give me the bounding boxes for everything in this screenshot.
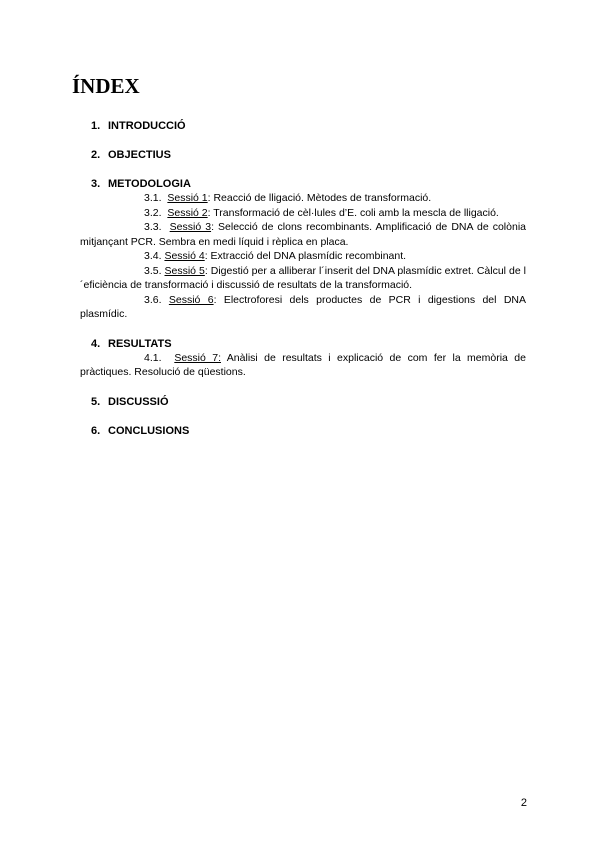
toc-subsection[interactable] xyxy=(80,220,526,249)
toc-subsection[interactable] xyxy=(80,293,526,322)
subsection-number: 3.1. xyxy=(144,192,162,204)
subsection-text: : Selecció de clons recombinants. Amplificació de DNA de colònia mitjançant PCR. Sembra en medi líquid i rèplica en placa. xyxy=(80,221,526,248)
page-number: 2 xyxy=(520,797,527,809)
subsection-number: 3.2. xyxy=(144,206,162,219)
subsection-number: 3.4. xyxy=(144,250,162,262)
subsection-text: : Electroforesi dels productes de PCR i digestions del DNA plasmídic. xyxy=(80,293,526,320)
toc-subsection[interactable] xyxy=(80,191,526,206)
toc-subsection[interactable] xyxy=(80,206,526,221)
section-number: 2. xyxy=(91,149,101,161)
subsection-text: : Extracció del DNA plasmídic recombinant. xyxy=(204,250,407,262)
session-link[interactable]: Sessió 7: xyxy=(174,351,221,364)
section-title: OBJECTIUS xyxy=(108,149,171,161)
toc-section-heading[interactable] xyxy=(80,337,526,351)
section-number: 6. xyxy=(91,424,101,437)
session-link[interactable]: Sessió 2 xyxy=(167,206,208,219)
subsection-text: : Transformació de cèl·lules d’E. coli amb la mescla de lligació. xyxy=(207,206,499,219)
subsection-text: : Digestió per a alliberar l´inserit del DNA plasmídic extret. Càlcul de l´eficiència de transformació i discussió de resultats de la transformació. xyxy=(80,264,526,291)
toc-subsection[interactable] xyxy=(80,264,526,293)
table-of-contents xyxy=(80,119,526,438)
section-title: DISCUSSIÓ xyxy=(108,395,169,408)
subsection-number: 3.5. xyxy=(144,264,162,277)
subsection-text: Anàlisi de resultats i explicació de com fer la memòria de pràctiques. Resolució de qüestions. xyxy=(80,351,526,378)
session-link[interactable]: Sessió 4 xyxy=(164,250,205,262)
toc-section-heading[interactable] xyxy=(80,148,526,162)
section-number: 3. xyxy=(91,178,101,190)
session-link[interactable]: Sessió 6 xyxy=(168,293,214,306)
section-title: METODOLOGIA xyxy=(108,178,191,190)
toc-section-resultats xyxy=(80,337,526,380)
toc-section-introduccio xyxy=(80,119,526,133)
session-link[interactable]: Sessió 1 xyxy=(167,192,208,204)
toc-section-conclusions xyxy=(80,424,526,438)
toc-section-heading[interactable] xyxy=(80,424,526,438)
toc-subsection-list xyxy=(80,191,526,322)
section-title: RESULTATS xyxy=(108,337,172,350)
toc-section-discussio xyxy=(80,395,526,409)
section-number: 4. xyxy=(91,337,101,350)
subsection-number: 3.3. xyxy=(144,221,162,233)
section-title: CONCLUSIONS xyxy=(108,424,190,437)
toc-section-metodologia xyxy=(80,177,526,322)
toc-section-heading[interactable] xyxy=(80,177,526,191)
toc-subsection-list xyxy=(80,351,526,380)
subsection-text: : Reacció de lligació. Mètodes de transformació. xyxy=(207,192,432,204)
session-link[interactable]: Sessió 5 xyxy=(164,264,205,277)
toc-section-objectius xyxy=(80,148,526,162)
subsection-number: 4.1. xyxy=(144,351,162,364)
toc-section-heading[interactable] xyxy=(80,119,526,133)
toc-section-heading[interactable] xyxy=(80,395,526,409)
toc-subsection[interactable] xyxy=(80,249,526,264)
toc-subsection[interactable] xyxy=(80,351,526,380)
page-title: ÍNDEX xyxy=(72,74,140,98)
subsection-number: 3.6. xyxy=(144,293,162,306)
section-number: 1. xyxy=(91,120,101,132)
session-link[interactable]: Sessió 3 xyxy=(169,221,212,233)
section-number: 5. xyxy=(91,395,101,408)
section-title: INTRODUCCIÓ xyxy=(108,120,186,132)
